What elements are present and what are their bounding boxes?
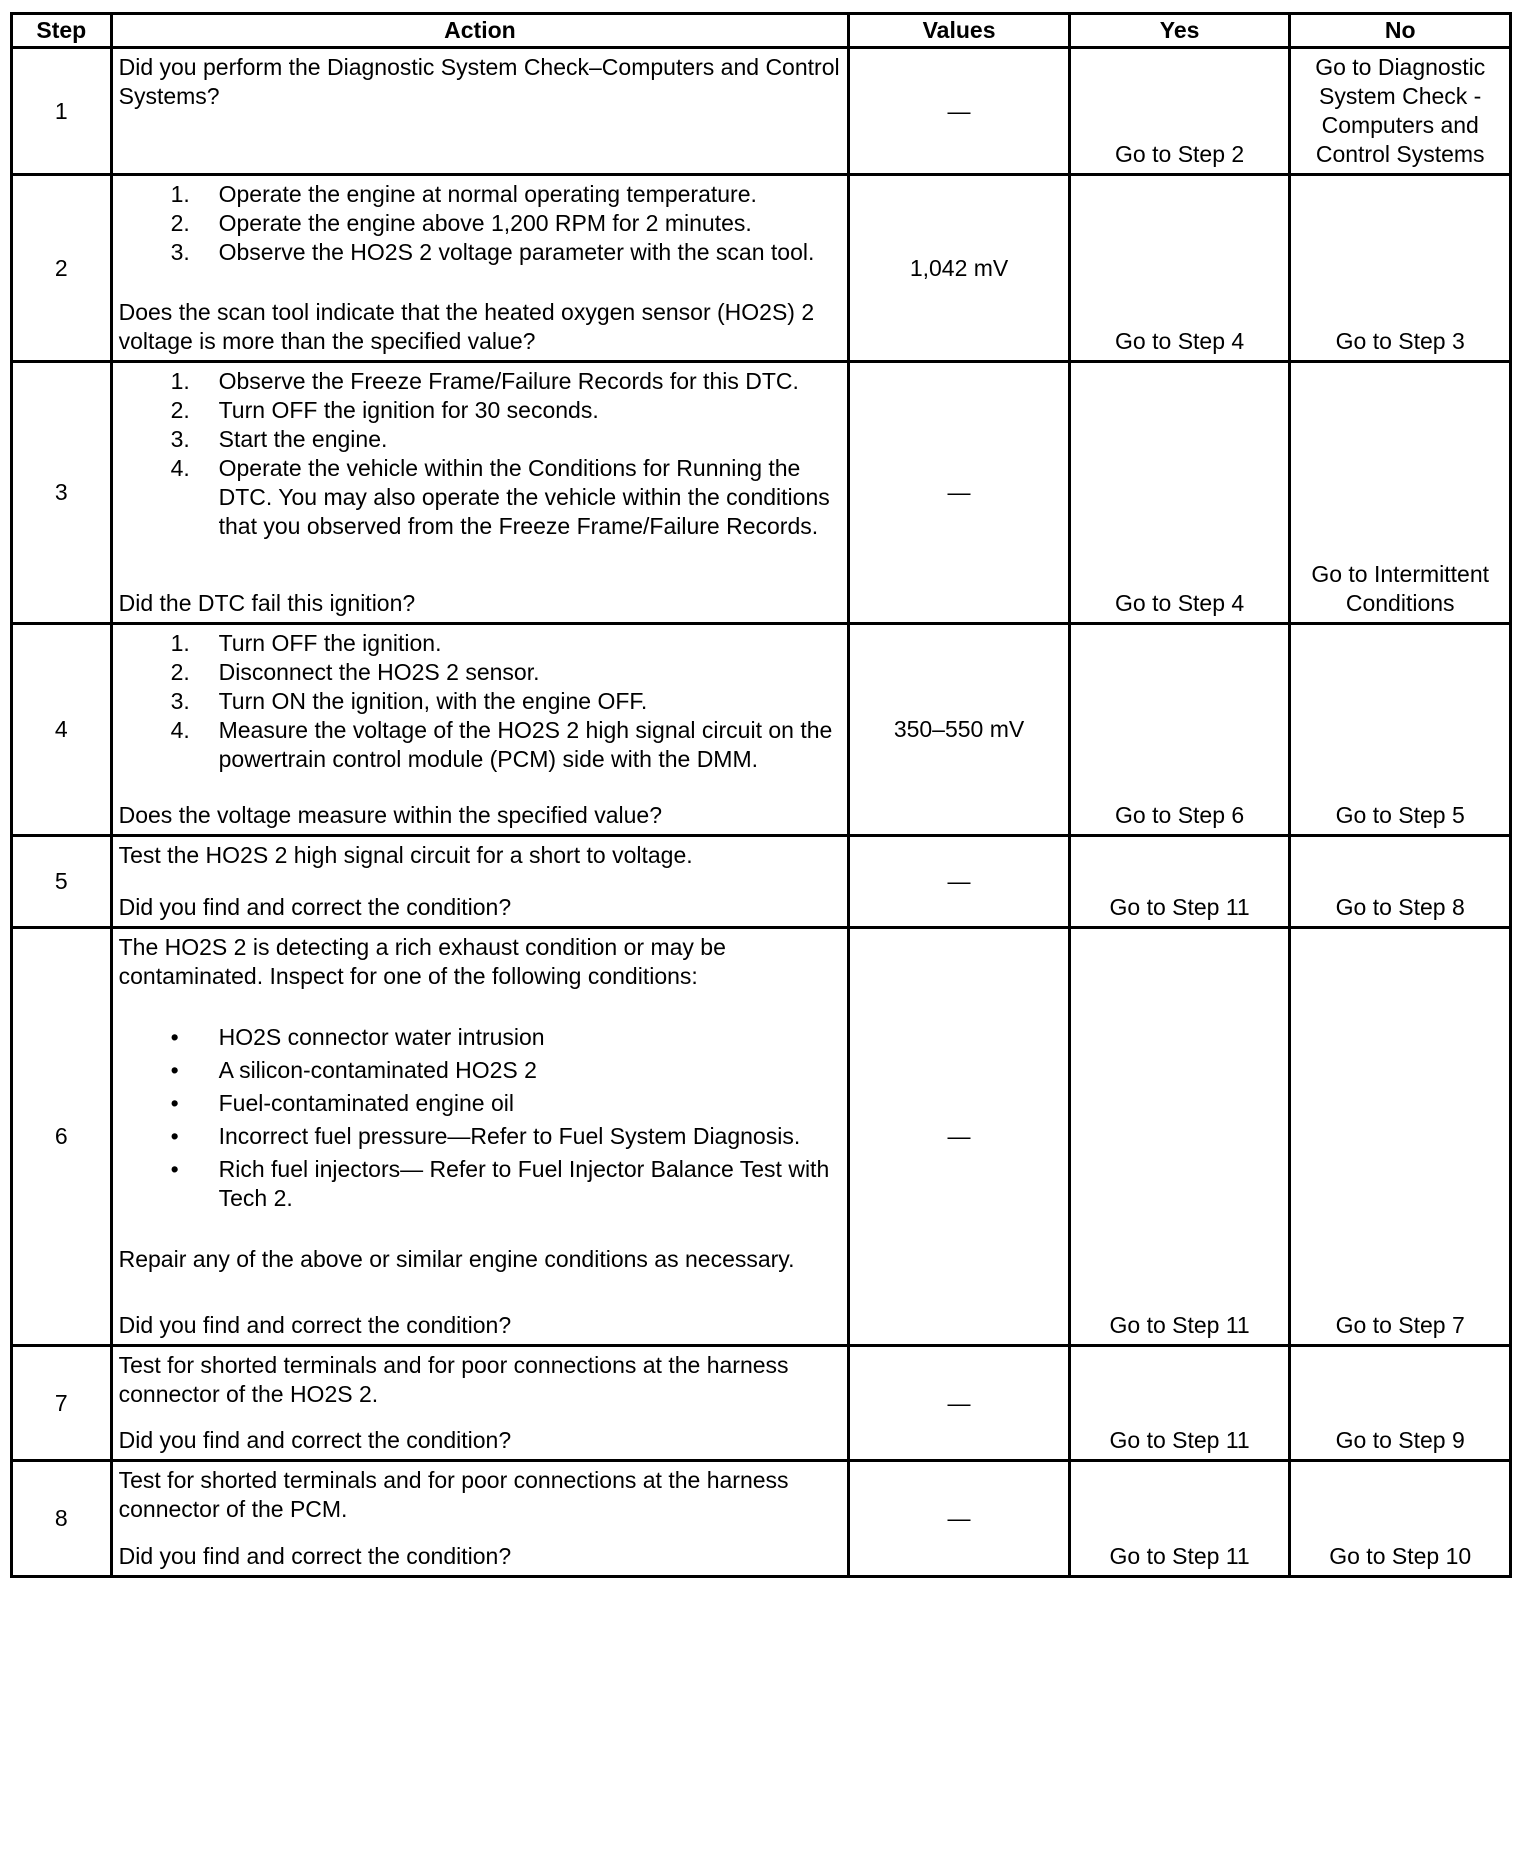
action-top: [119, 933, 842, 1274]
action-intro: Test for shorted terminals and for poor connections at the harness connector of the HO2S 2.: [118, 1352, 789, 1407]
list-item: [119, 1122, 842, 1151]
list-item: [119, 1056, 842, 1085]
diagnostic-table: [10, 12, 1512, 1578]
diagnostic-table-page: [10, 12, 1512, 1578]
action-top: [119, 629, 842, 774]
step-marker: 4.: [170, 455, 190, 481]
list-item: [119, 396, 842, 425]
action-intro: Test the HO2S 2 high signal circuit for a short to voltage.: [118, 842, 693, 868]
bullet-marker: •: [170, 1156, 179, 1182]
action-question: Did the DTC fail this ignition?: [118, 590, 416, 616]
list-item-text: Turn OFF the ignition.: [218, 630, 442, 656]
value-cell: —: [849, 48, 1070, 175]
list-item: [119, 238, 842, 267]
list-item: [119, 425, 842, 454]
list-item: [119, 629, 842, 658]
list-item-text: Operate the engine above 1,200 RPM for 2 minutes.: [218, 210, 752, 236]
action-cell: [111, 1461, 849, 1577]
action-content: [119, 1466, 842, 1571]
list-item: [119, 687, 842, 716]
list-item-text: Operate the engine at normal operating temperature.: [218, 181, 757, 207]
no-link[interactable]: Go to Step 10: [1290, 1461, 1511, 1577]
header-yes: Yes: [1069, 14, 1290, 48]
no-link[interactable]: Go to Step 7: [1290, 928, 1511, 1346]
action-content: [119, 367, 842, 618]
action-cell: [111, 362, 849, 624]
step-marker: 4.: [170, 717, 190, 743]
no-link[interactable]: Go to Intermittent Conditions: [1290, 362, 1511, 624]
yes-link[interactable]: Go to Step 2: [1069, 48, 1290, 175]
list-item-text: HO2S connector water intrusion: [218, 1024, 545, 1050]
bullet-marker: •: [170, 1123, 179, 1149]
header-action: Action: [111, 14, 849, 48]
list-item-text: Start the engine.: [218, 426, 388, 452]
action-content: [119, 180, 842, 356]
list-item: [119, 454, 842, 541]
step-marker: 2.: [170, 210, 190, 236]
value-cell: —: [849, 1461, 1070, 1577]
step-marker: 3.: [170, 239, 190, 265]
header-step: Step: [12, 14, 112, 48]
action-cell: [111, 48, 849, 175]
action-content: [119, 1351, 842, 1455]
bullet-list: [119, 1023, 842, 1213]
step-number: 4: [12, 624, 112, 836]
value-cell: —: [849, 362, 1070, 624]
numbered-list: [119, 367, 842, 541]
action-top: [119, 1351, 842, 1409]
yes-link[interactable]: Go to Step 11: [1069, 836, 1290, 928]
yes-link[interactable]: Go to Step 4: [1069, 362, 1290, 624]
list-item-text: Operate the vehicle within the Conditions for Running the DTC. You may also operate the vehicle within the conditions that you observed from the Freeze Frame/Failure Records.: [218, 455, 830, 539]
step-marker: 2.: [170, 659, 190, 685]
yes-link[interactable]: Go to Step 6: [1069, 624, 1290, 836]
list-item: [119, 1155, 842, 1213]
step-marker: 3.: [170, 426, 190, 452]
step-marker: 1.: [170, 181, 190, 207]
list-item-text: Fuel-contaminated engine oil: [218, 1090, 514, 1116]
step-number: 2: [12, 175, 112, 362]
list-item-text: Turn OFF the ignition for 30 seconds.: [218, 397, 599, 423]
action-question: Does the scan tool indicate that the heated oxygen sensor (HO2S) 2 voltage is more than the specified value?: [118, 299, 815, 354]
no-link[interactable]: Go to Step 9: [1290, 1346, 1511, 1461]
step-number: 1: [12, 48, 112, 175]
action-top: [119, 53, 842, 111]
table-row: [12, 928, 1511, 1346]
yes-link[interactable]: Go to Step 11: [1069, 928, 1290, 1346]
list-item-text: A silicon-contaminated HO2S 2: [218, 1057, 537, 1083]
action-question: Did you find and correct the condition?: [118, 894, 512, 920]
list-item-text: Observe the Freeze Frame/Failure Records for this DTC.: [218, 368, 799, 394]
step-number: 7: [12, 1346, 112, 1461]
action-intro: The HO2S 2 is detecting a rich exhaust condition or may be contaminated. Inspect for one of the following conditions:: [118, 934, 726, 989]
action-content: [119, 841, 842, 922]
step-number: 5: [12, 836, 112, 928]
table-row: [12, 836, 1511, 928]
action-cell: [111, 928, 849, 1346]
action-intro: Did you perform the Diagnostic System Check–Computers and Control Systems?: [118, 54, 840, 109]
list-item-text: Measure the voltage of the HO2S 2 high signal circuit on the powertrain control module (PCM) side with the DMM.: [218, 717, 833, 772]
numbered-list: [119, 629, 842, 774]
table-row: [12, 48, 1511, 175]
action-top: [119, 180, 842, 267]
list-item: [119, 367, 842, 396]
value-cell: —: [849, 928, 1070, 1346]
table-row: [12, 624, 1511, 836]
value-cell: —: [849, 1346, 1070, 1461]
list-item-text: Incorrect fuel pressure—Refer to Fuel System Diagnosis.: [218, 1123, 801, 1149]
action-question: Did you find and correct the condition?: [118, 1543, 512, 1569]
action-content: [119, 53, 842, 169]
no-link[interactable]: Go to Step 3: [1290, 175, 1511, 362]
step-number: 6: [12, 928, 112, 1346]
no-link[interactable]: Go to Diagnostic System Check - Computers and Control Systems: [1290, 48, 1511, 175]
action-content: [119, 933, 842, 1340]
step-marker: 3.: [170, 688, 190, 714]
action-cell: [111, 836, 849, 928]
bullet-marker: •: [170, 1057, 179, 1083]
action-content: [119, 629, 842, 830]
action-question: Did you find and correct the condition?: [118, 1427, 512, 1453]
action-question: Did you find and correct the condition?: [118, 1312, 512, 1338]
action-intro: Test for shorted terminals and for poor connections at the harness connector of the PCM.: [118, 1467, 789, 1522]
action-question: Does the voltage measure within the specified value?: [118, 802, 662, 828]
bullet-marker: •: [170, 1090, 179, 1116]
list-item: [119, 209, 842, 238]
action-cell: [111, 175, 849, 362]
list-item-text: Disconnect the HO2S 2 sensor.: [218, 659, 540, 685]
no-link[interactable]: Go to Step 8: [1290, 836, 1511, 928]
action-top: [119, 1466, 842, 1524]
header-values: Values: [849, 14, 1070, 48]
list-item: [119, 716, 842, 774]
step-marker: 1.: [170, 368, 190, 394]
action-top: [119, 841, 842, 870]
list-item: [119, 1023, 842, 1052]
yes-link[interactable]: Go to Step 11: [1069, 1461, 1290, 1577]
list-item: [119, 180, 842, 209]
list-item-text: Rich fuel injectors— Refer to Fuel Injector Balance Test with Tech 2.: [218, 1156, 830, 1211]
table-row: [12, 362, 1511, 624]
yes-link[interactable]: Go to Step 11: [1069, 1346, 1290, 1461]
value-cell: —: [849, 836, 1070, 928]
value-cell: 1,042 mV: [849, 175, 1070, 362]
action-top: [119, 367, 842, 541]
list-item: [119, 658, 842, 687]
header-row: [12, 14, 1511, 48]
header-no: No: [1290, 14, 1511, 48]
step-marker: 1.: [170, 630, 190, 656]
table-row: [12, 1346, 1511, 1461]
value-cell: 350–550 mV: [849, 624, 1070, 836]
list-item: [119, 1089, 842, 1118]
action-note: Repair any of the above or similar engine conditions as necessary.: [118, 1246, 795, 1272]
yes-link[interactable]: Go to Step 4: [1069, 175, 1290, 362]
step-number: 3: [12, 362, 112, 624]
table-row: [12, 175, 1511, 362]
numbered-list: [119, 180, 842, 267]
step-number: 8: [12, 1461, 112, 1577]
list-item-text: Turn ON the ignition, with the engine OFF.: [218, 688, 648, 714]
table-body: [12, 48, 1511, 1577]
no-link[interactable]: Go to Step 5: [1290, 624, 1511, 836]
action-cell: [111, 624, 849, 836]
step-marker: 2.: [170, 397, 190, 423]
bullet-marker: •: [170, 1024, 179, 1050]
action-cell: [111, 1346, 849, 1461]
table-row: [12, 1461, 1511, 1577]
list-item-text: Observe the HO2S 2 voltage parameter with the scan tool.: [218, 239, 815, 265]
